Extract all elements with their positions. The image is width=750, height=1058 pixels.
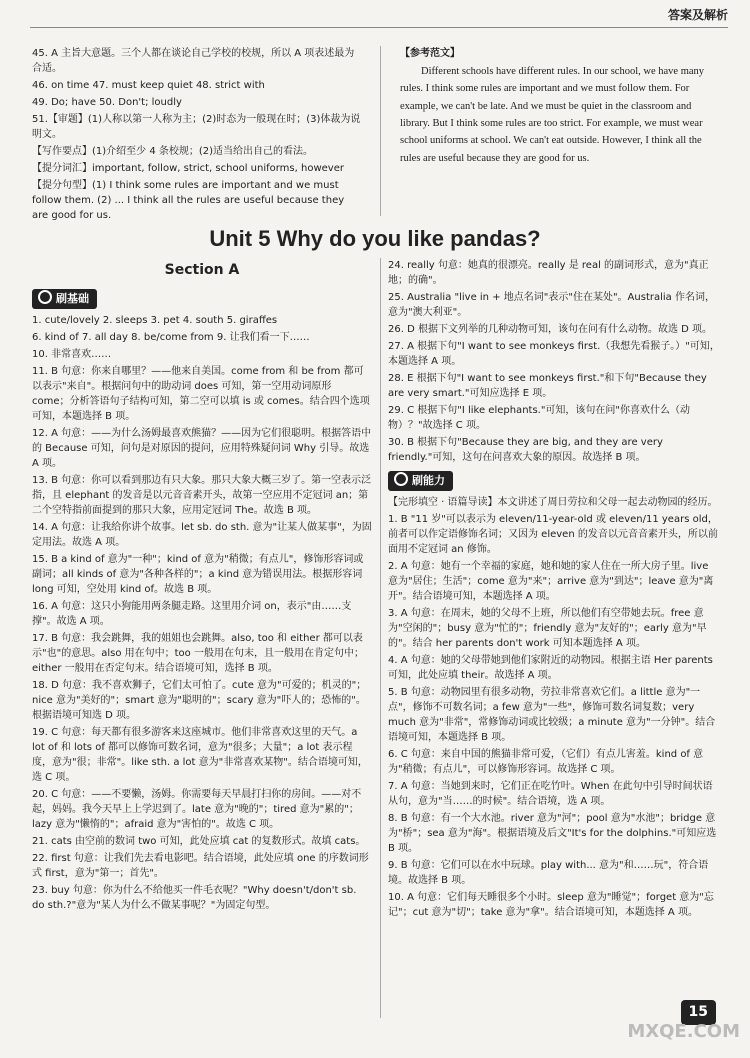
answer-item: 49. Do; have 50. Don't; loudly (32, 97, 182, 108)
sample-essay (400, 46, 720, 167)
pen-icon (394, 472, 408, 486)
answer-item: 14. A 句意：让我给你讲个故事。let sb. do sth. 意为"让某人做某事"，为固定用法。故选 A 项。 (32, 521, 372, 548)
answer-item: 23. buy 句意：你为什么不给他买一件毛衣呢？"Why doesn't/don't sb. do sth.?"意为"某人为什么不做某事呢？"为固定句型。 (32, 884, 357, 911)
left-column (32, 258, 372, 915)
answer-item: 11. B 句意：你来自哪里？——他来自美国。come from 和 be from 都可以表示"来自"。根据问句中的助动词 does 可知，第一空用动词原形 come；分析答语句子结构可知，第二空可以填 is 或 comes。结合四个选项可知，本题选择 B 项。 (32, 365, 370, 422)
pen-icon (38, 290, 52, 304)
answer-item: 1. cute/lovely 2. sleeps 3. pet 4. south 5. giraffes (32, 314, 278, 326)
answer-item: 6. kind of 7. all day 8. be/come from 9. 让我们看一下…… (32, 331, 310, 343)
answer-item: 【提分句型】(1) I think some rules are important and we must follow them. (2) ... I think all the rules are useful because they are good for us. (32, 180, 345, 221)
right-items (388, 258, 720, 465)
watermark: MXQE.COM (627, 1021, 740, 1042)
cloze-item: 1. B "11 岁"可以表示为 eleven/11-year-old 或 eleven/11 years old，前者可以作定语修饰名词；又因为 eleven 的发音以元音音素开头，所以前面用不定冠词 an 修饰。 (388, 513, 718, 555)
cloze-item: 9. B 句意：它们可以在水中玩球。play with... 意为"和……玩"，符合语境。故选择 B 项。 (388, 859, 709, 886)
column-divider-2 (380, 258, 381, 1018)
answer-item: 21. cats 由空前的数词 two 可知，此处应填 cat 的复数形式。故填 cats。 (32, 835, 366, 847)
answer-item: 30. B 根据下句"Because they are big, and they are very friendly."可知，这句在问喜欢大象的原因。故选择 B 项。 (388, 437, 663, 463)
sample-body: Different schools have different rules. In our school, we have many rules. I think some rules are important and we must follow them. For example, we can't be late. And we must be quiet in the classroom and library. But I think some rules are too strict. For example, we must wear school uniforms at school. We can't eat outside. However, I think all the rules are useful because they are good for us. (400, 66, 705, 164)
answer-item: 22. first 句意：让我们先去看电影吧。结合语境，此处应填 one 的序数词形式 first，意为"第一；首先"。 (32, 852, 369, 879)
answer-item: 19. C 句意：每天都有很多游客来这座城市。他们非常喜欢这里的天气。a lot of 和 lots of 都可以修饰可数名词，意为"很多；大量"；a lot 表示程度，意为"很；非常"。like sth. a lot 意为"非常喜欢某物"。结合语境可知，选 C 项。 (32, 726, 368, 783)
answer-item: 【写作要点】(1)介绍至少 4 条校规；(2)适当给出自己的看法。 (32, 146, 314, 157)
answer-item: 51.【审题】(1)人称以第一人称为主；(2)时态为一般现在时；(3)体裁为说明文。 (32, 114, 361, 140)
answer-item: 18. D 句意：我不喜欢狮子，它们太可怕了。cute 意为"可爱的；机灵的"；nice 意为"美好的"；smart 意为"聪明的"；scary 意为"吓人的；恐怖的"。根据语境可知选 D 项。 (32, 679, 367, 721)
cloze-intro: 【完形填空 · 语篇导读】本文讲述了周日劳拉和父母一起去动物园的经历。 (388, 496, 718, 508)
answer-item: 10. 非常喜欢…… (32, 348, 112, 360)
cloze-item: 6. C 句意：来自中国的熊猫非常可爱，（它们）有点儿害羞。kind of 意为"稍微；有点儿"，可以修饰形容词。故选择 C 项。 (388, 748, 704, 775)
cloze-item: 10. A 句意：它们每天睡很多个小时。sleep 意为"睡觉"；forget 意为"忘记"；cut 意为"切"；take 意为"拿"。结合语境可知，本题选择 A 项。 (388, 891, 714, 918)
cloze-item: 7. A 句意：当她到来时，它们正在吃竹叶。When 在此句中引导时间状语从句，意为"当……的时候"。结合语境，选 A 项。 (388, 780, 713, 807)
cloze-items (388, 512, 720, 920)
answer-item: 46. on time 47. must keep quiet 48. strict with (32, 80, 265, 91)
page-number: 15 (681, 1000, 716, 1025)
answer-item: 25. Australia "live in + 地点名词"表示"住在某处"。Australia 作名词，意为"澳大利亚"。 (388, 292, 715, 318)
answer-item: 16. A 句意：这只小狗能用两条腿走路。这里用介词 on，表示"由……支撑"。故选 A 项。 (32, 600, 352, 627)
answer-item: 【提分词汇】important, follow, strict, school uniforms, however (32, 163, 344, 174)
top-left-column (32, 46, 362, 225)
answer-item: 26. D 根据下文列举的几种动物可知，该句在问有什么动物。故选 D 项。 (388, 324, 713, 335)
left-items (32, 313, 372, 913)
cloze-item: 2. A 句意：她有一个幸福的家庭，她和她的家人住在一所大房子里。live 意为"居住；生活"；come 意为"来"；arrive 意为"到达"；leave 意为"离开"。结合语境可知，本题选择 A 项。 (388, 560, 714, 602)
sample-label: 【参考范文】 (400, 48, 460, 59)
header-divider (30, 27, 728, 28)
answer-item: 17. B 句意：我会跳舞，我的姐姐也会跳舞。also, too 和 either 都可以表示"也"的意思。also 用在句中；too 一般用在句末，且一般用在肯定句中；either 一般用在否定句末。结合语境可知，选择 B 项。 (32, 632, 364, 674)
answer-item: 27. A 根据下句"I want to see monkeys first.（我想先看猴子。）"可知，本题选择 A 项。 (388, 341, 720, 367)
answer-item: 12. A 句意：——为什么汤姆最喜欢熊猫？——因为它们很聪明。根据答语中的 Because 可知，问句是对原因的提问，应用特殊疑问词 Why 引导。故选 A 项。 (32, 427, 372, 469)
answer-item: 13. B 句意：你可以看到那边有只大象。那只大象大概三岁了。第一空表示泛指，且 elephant 的发音是以元音音素开头，故第一空应用不定冠词 an；第二个空特指前面提到的那只大象，应用定冠词 The。故选 B 项。 (32, 474, 372, 516)
answer-item: 28. E 根据下句"I want to see monkeys first."和下句"Because they are very smart."可知应选择 E 项。 (388, 373, 707, 399)
answer-item: 20. C 句意：——不要懒，汤姆。你需要每天早晨打扫你的房间。——对不起，妈妈。我今天早上上学迟到了。late 意为"晚的"；tired 意为"累的"；lazy 意为"懒惰的"；afraid 意为"害怕的"。故选 C 项。 (32, 788, 362, 830)
answer-item: 29. C 根据下句"I like elephants."可知，该句在问"你喜欢什么（动物）？"故选择 C 项。 (388, 405, 691, 431)
cloze-item: 3. A 句意：在周末，她的父母不上班，所以他们有空带她去玩。free 意为"空闲的"；busy 意为"忙的"；friendly 意为"友好的"；early 意为"早的"。结合 her parents don't work 可知本题选择 A 项。 (388, 607, 707, 649)
cloze-item: 5. B 句意：动物园里有很多动物，劳拉非常喜欢它们。a little 意为"一点"，修饰不可数名词；a few 意为"一些"，修饰可数名词复数；very much 意为"非常"，常修饰动词或比较级；a minute 意为"一分钟"。结合语境可知，本题选择 B 项。 (388, 686, 716, 743)
answer-item: 45. A 主旨大意题。三个人都在谈论自己学校的校规，所以 A 项表述最为合适。 (32, 48, 355, 74)
answer-item: 24. really 句意：她真的很漂亮。really 是 real 的副词形式，意为"真正地；的确"。 (388, 260, 709, 286)
column-divider (380, 46, 381, 216)
right-column (388, 258, 720, 922)
cloze-item: 8. B 句意：有一个大水池。river 意为"河"；pool 意为"水池"；bridge 意为"桥"；sea 意为"海"。根据语境及后文"It's for the dolphins."可知应选 B 项。 (388, 812, 717, 854)
answer-item: 15. B a kind of 意为"一种"；kind of 意为"稍微；有点儿"，修饰形容词或副词；all kinds of 意为"各种各样的"；a kind 意为错误用法。根据形容词 long 可知，空处用 kind of。故选 B 项。 (32, 553, 364, 595)
header-title: 答案及解析 (667, 8, 728, 22)
unit-title: Unit 5 Why do you like pandas? (209, 226, 541, 251)
cloze-item: 4. A 句意：她的父母带她到他们家附近的动物园。根据主语 Her parents 可知，此处应填 their。故选择 A 项。 (388, 654, 713, 681)
ability-badge: 刷能力 (388, 471, 453, 491)
section-title: Section A (164, 262, 240, 278)
basics-badge: 刷基础 (32, 289, 97, 309)
